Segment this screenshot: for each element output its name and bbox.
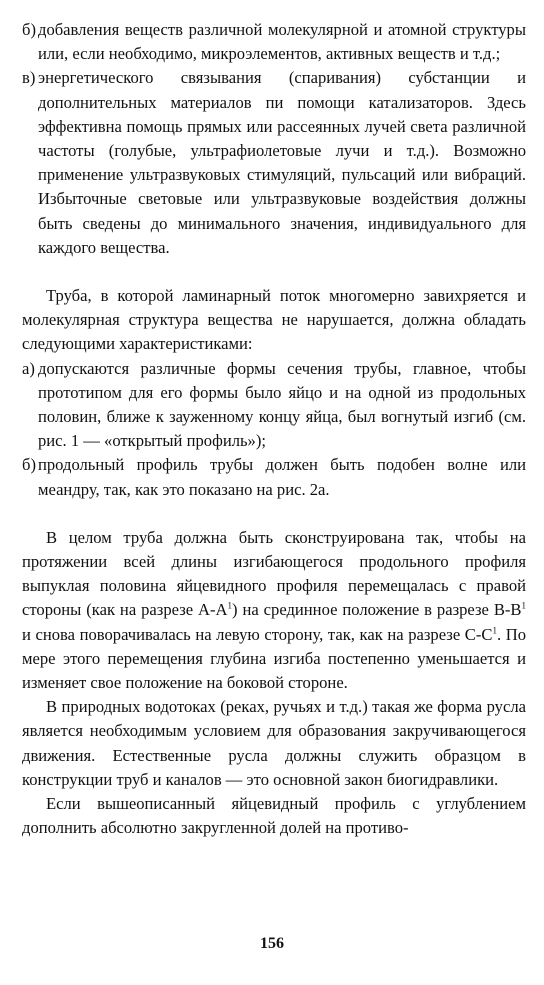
list-marker: б) [22,455,36,475]
paragraph-gap [22,502,526,526]
paragraph-tube-intro: Труба, в которой ламинарный поток многомерно завихряется и молекулярная структура вещества не нарушается, должна обладать следующими характеристиками: [22,286,526,354]
paragraph-tube-design [22,526,526,695]
list-item-text: допускаются различные формы сечения трубы, главное, чтобы прототипом для его формы было яйцо и на одной из продольных половин, ближе к зауженному концу яйца, был вогнутый изгиб (см. рис. 1 — «открытый профиль»); [38,358,526,451]
list-item-text: добавления веществ различной молекулярной и атомной структуры или, если необходимо, микроэлементов, активных веществ и т.д.; [38,20,526,64]
text-run: ) на срединное положение в разрезе В-В [232,600,522,620]
list-item-b [22,18,526,66]
page-number: 156 [260,935,284,952]
list-item-text: продольный профиль трубы должен быть подобен волне или меандру, так, как это показано на рис. 2а. [38,455,526,499]
paragraph-gap [22,260,526,284]
paragraph-egg-profile: Если вышеописанный яйцевидный профиль с углублением дополнить абсолютно закругленной долей на противо- [22,794,526,838]
superscript: 1 [521,600,527,611]
list-item-b2 [22,453,526,501]
superscript: 1 [227,600,233,611]
page-body [22,18,526,841]
text-run: . По мере этого перемещения глубина изгиба постепенно уменьшается и изменяет свое положение на боковой стороне. [22,624,526,693]
list-item-a [22,357,526,454]
list-marker: в) [22,68,36,88]
list-marker: а) [22,358,35,378]
paragraph-natural-streams: В природных водотоках (реках, ручьях и т.д.) такая же форма русла является необходимым условием для образования закручивающегося движения. Естественные русла должны служить образцом в конструкции труб и каналов — это основной закон биогидравлики. [22,697,526,789]
superscript: 1 [492,625,497,636]
list-item-v [22,66,526,260]
text-run: и снова поворачивалась на левую сторону, так, как на разрезе С-С [22,624,493,644]
text-run: В целом труба должна быть сконструирована так, чтобы на протяжении всей длины изгибающегося продольного профиля выпуклая половина яйцевидного профиля перемещалась с правой стороны (как на разрезе А-А [22,527,526,620]
list-marker: б) [22,20,36,39]
list-item-text: энергетического связывания (спаривания) субстанции и дополнительных материалов пи помощи катализаторов. Здесь эффективна помощь прямых или рассеянных лучей света различной частоты (голубые, ультрафиолетовые лучи и т.д.). Возможно применение ультразвуковых стимуляций, пульсаций или вибраций. Избыточные световые или ультразвуковые воздействия должны быть сведены до минимального значения, индивидуального для каждого вещества. [38,68,526,257]
